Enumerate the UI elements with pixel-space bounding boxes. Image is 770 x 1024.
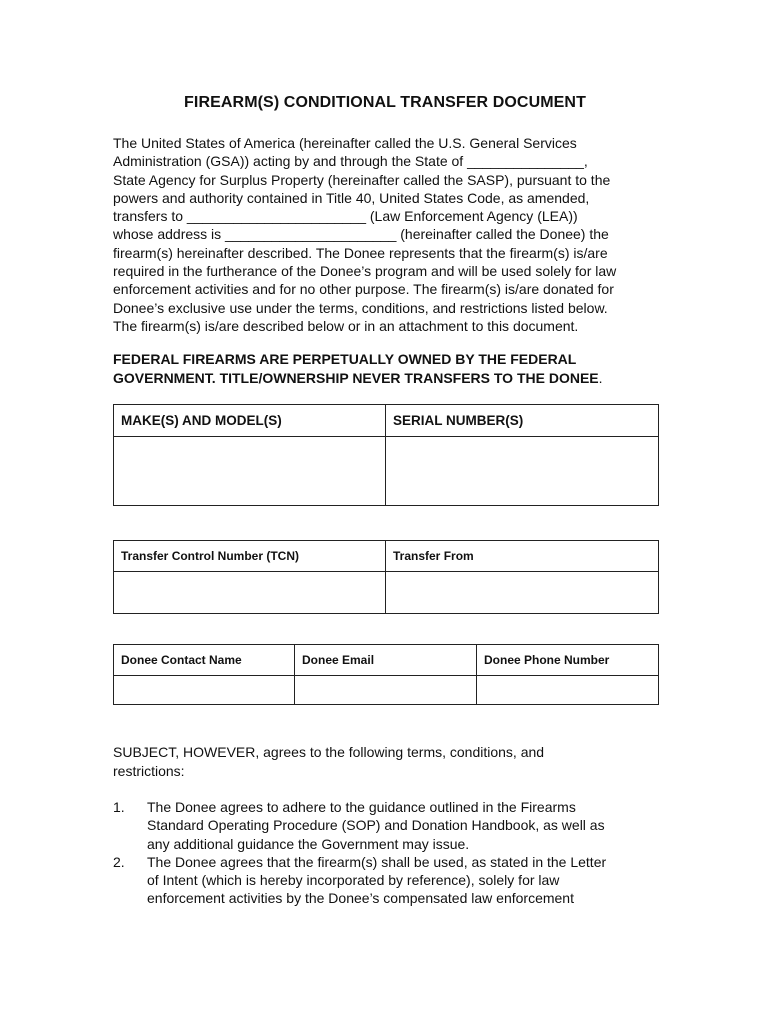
make-model-field[interactable]: [114, 437, 386, 506]
transfer-from-field[interactable]: [386, 572, 659, 614]
term-line: Standard Operating Procedure (SOP) and Donation Handbook, as well as: [147, 817, 605, 834]
firearms-table: [113, 404, 659, 506]
serial-number-header: SERIAL NUMBER(S): [386, 405, 659, 437]
donee-phone-header: Donee Phone Number: [477, 645, 659, 676]
intro-line: enforcement activities and for no other purpose. The firearm(s) is/are donated for: [113, 281, 614, 298]
donee-name-field[interactable]: [114, 676, 295, 705]
transfer-from-header: Transfer From: [386, 541, 659, 572]
intro-line: State Agency for Surplus Property (hereinafter called the SASP), pursuant to the: [113, 171, 611, 188]
intro-line: The firearm(s) is/are described below or in an attachment to this document.: [113, 317, 579, 334]
term-line: enforcement activities by the Donee’s compensated law enforcement: [147, 890, 574, 907]
intro-line: firearm(s) hereinafter described. The Donee represents that the firearm(s) is/are: [113, 244, 608, 261]
term-item: [113, 798, 661, 853]
transfer-table: [113, 540, 659, 614]
donee-email-header: Donee Email: [295, 645, 477, 676]
intro-line: powers and authority contained in Title 40, United States Code, as amended,: [113, 189, 590, 206]
term-line: any additional guidance the Government may issue.: [147, 835, 470, 852]
serial-number-field[interactable]: [386, 437, 659, 506]
intro-line: The United States of America (hereinafter called the U.S. General Services: [113, 135, 577, 151]
donee-email-field[interactable]: [295, 676, 477, 705]
tcn-field[interactable]: [114, 572, 386, 614]
donee-name-header: Donee Contact Name: [114, 645, 295, 676]
subject-paragraph: [113, 743, 661, 781]
subject-line: restrictions:: [113, 763, 185, 779]
term-number: 2.: [113, 853, 125, 870]
notice-period: .: [598, 370, 603, 386]
terms-list: [113, 798, 661, 908]
term-line: of Intent (which is hereby incorporated by reference), solely for law: [147, 872, 560, 889]
donee-contact-table: [113, 644, 659, 705]
term-line: The Donee agrees to adhere to the guidance outlined in the Firearms: [147, 799, 576, 815]
donee-phone-field[interactable]: [477, 676, 659, 705]
intro-line: Donee’s exclusive use under the terms, conditions, and restrictions listed below.: [113, 299, 608, 316]
make-model-header: MAKE(S) AND MODEL(S): [114, 405, 386, 437]
notice-line: [113, 369, 661, 388]
term-number: 1.: [113, 799, 125, 815]
term-item: [113, 853, 661, 908]
subject-line: SUBJECT, HOWEVER, agrees to the following terms, conditions, and: [113, 744, 545, 760]
intro-line: whose address is ______________________ (hereinafter called the Donee) the: [113, 226, 609, 243]
tcn-header: Transfer Control Number (TCN): [114, 541, 386, 572]
intro-line: required in the furtherance of the Donee’s program and will be used solely for law: [113, 263, 617, 280]
intro-line: Administration (GSA)) acting by and through the State of _______________,: [113, 153, 588, 170]
intro-line: transfers to _______________________ (Law Enforcement Agency (LEA)): [113, 208, 578, 225]
document-title: FIREARM(S) CONDITIONAL TRANSFER DOCUMENT: [184, 94, 586, 111]
notice-text: GOVERNMENT. TITLE/OWNERSHIP NEVER TRANSFERS TO THE DONEE: [113, 370, 599, 386]
ownership-notice: [113, 350, 661, 388]
notice-line: FEDERAL FIREARMS ARE PERPETUALLY OWNED BY THE FEDERAL: [113, 351, 577, 367]
term-line: The Donee agrees that the firearm(s) shall be used, as stated in the Letter: [147, 853, 607, 870]
intro-paragraph: [113, 134, 661, 335]
